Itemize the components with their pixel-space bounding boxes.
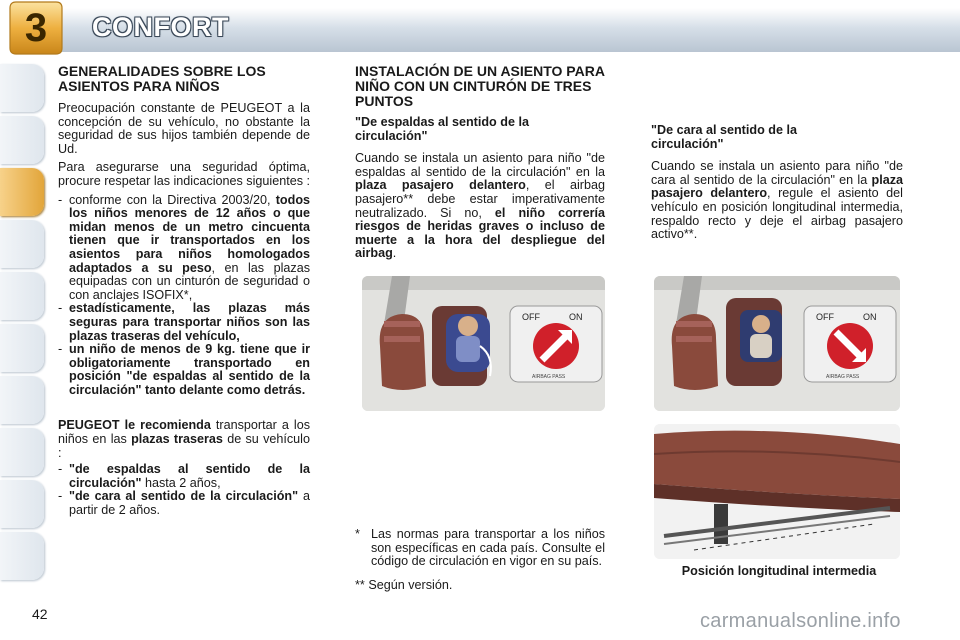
- item-bold: todos los niños menores de 12 años o que midan menos de un metro cincuenta tienen que ir transportados en los asientos para niños homologados adaptados a su peso: [69, 192, 311, 275]
- rear-facing-paragraph: [355, 152, 605, 261]
- seat-position-illustration: [654, 424, 900, 559]
- car-interior-image: [362, 276, 605, 411]
- item-text: hasta 2 años,: [141, 475, 221, 490]
- footer-watermark: carmanualsonline.info: [700, 610, 901, 632]
- seat-rail-image: [654, 424, 900, 559]
- chapter-tab-1[interactable]: [0, 64, 44, 112]
- rec-bold: plazas traseras: [131, 432, 223, 447]
- list-item: - estadísticamente, las plazas más seguras para transportar niños son las plazas traseras del vehículo,: [58, 301, 310, 343]
- chapter-tab-5[interactable]: [0, 272, 44, 320]
- footnote-mark: **: [355, 577, 365, 592]
- rec-bold: PEUGEOT le recomienda: [58, 418, 211, 433]
- item-text: , en las plazas equipadas con un cinturón de seguridad o con anclajes ISOFIX*,: [69, 260, 310, 302]
- chapter-tabs: [0, 58, 46, 588]
- page-title: CONFORT: [92, 12, 229, 42]
- switch-on-label: ON: [569, 312, 583, 322]
- chapter-tab-2[interactable]: [0, 116, 44, 164]
- switch-on-label: ON: [863, 312, 877, 322]
- rear-facing-seat-illustration: [362, 276, 605, 411]
- footnote-1: [355, 528, 605, 569]
- footnotes: [355, 528, 605, 592]
- forward-facing-section: [651, 124, 903, 242]
- chapter-tab-10[interactable]: [0, 532, 44, 580]
- section-heading: GENERALIDADES SOBRE LOS ASIENTOS PARA NIÑOS: [58, 63, 266, 94]
- para-text: Cuando se instala un asiento para niño "de espaldas al sentido de la circulación" en la: [355, 151, 605, 179]
- page-number: 42: [32, 606, 48, 622]
- item-text: a partir de 2 años.: [69, 489, 310, 518]
- chapter-tab-4[interactable]: [0, 220, 44, 268]
- forward-facing-paragraph: [651, 160, 903, 242]
- item-bold: "de espaldas al sentido de la circulación": [69, 462, 310, 490]
- footnote-text: Según versión.: [368, 577, 453, 592]
- para-text: .: [392, 246, 397, 261]
- generalities-section: [58, 64, 310, 518]
- list-item: - un niño de menos de 9 kg. tiene que ir obligatoriamente transportado en posición "de espaldas al sentido de la circulación" tanto delante como detrás.: [58, 342, 310, 397]
- footnote-mark: *: [355, 527, 360, 541]
- intro-paragraph: Preocupación constante de PEUGEOT a la concepción de su vehículo, no obstante la seguridad de sus hijos también depende de Ud.: [58, 101, 310, 156]
- subheading-rear-facing: "De espaldas al sentido de la circulación": [355, 115, 529, 143]
- chapter-tab-8[interactable]: [0, 428, 44, 476]
- chapter-tab-6[interactable]: [0, 324, 44, 372]
- section-heading: INSTALACIÓN DE UN ASIENTO PARA NIÑO CON UN CINTURÓN DE TRES PUNTOS: [355, 63, 605, 109]
- chapter-tab-9[interactable]: [0, 480, 44, 528]
- switch-caption: AIRBAG PASS: [532, 374, 566, 380]
- footnote-text: Las normas para transportar a los niños son específicas en cada país. Consulte el código de circulación en vigor en su país.: [371, 527, 605, 569]
- switch-off-label: OFF: [816, 312, 834, 322]
- item-bold: estadísticamente, las plazas más seguras para transportar niños son las plazas traseras del vehículo,: [69, 301, 310, 343]
- rec-text: transportar a los niños en las: [58, 418, 311, 447]
- para-bold: el niño correría riesgos de heridas graves o incluso de muerte a la hora del despliegue del airbag: [355, 205, 605, 261]
- forward-facing-seat-illustration: [654, 276, 900, 411]
- figure-caption: Posición longitudinal intermedia: [681, 564, 877, 578]
- rec-text: de su vehículo :: [58, 432, 310, 460]
- item-text: conforme con la Directiva 2003/20,: [69, 192, 271, 207]
- list-item: - "de cara al sentido de la circulación" a partir de 2 años.: [58, 489, 310, 518]
- para-text: Cuando se instala un asiento para niño "de cara al sentido de la circulación" en la: [651, 159, 903, 187]
- item-bold: un niño de menos de 9 kg. tiene que ir obligatoriamente transportado en posición "de espaldas al sentido de la circulación" tanto delante como detrás.: [69, 342, 310, 397]
- para-bold: plaza pasajero delantero: [355, 178, 526, 193]
- installation-section: [355, 64, 605, 261]
- list-item: - conforme con la Directiva 2003/20, todos los niños menores de 12 años o que midan menos de un metro cincuenta tienen que ir transportados en los asientos para niños homologados adaptados a su peso, en las plazas equipadas con un cinturón de seguridad o con anclajes ISOFIX*,: [58, 192, 311, 302]
- para-text: , el airbag pasajero** debe estar imperativamente neutralizado. Si no,: [355, 178, 606, 220]
- recommendation-paragraph: [58, 419, 310, 460]
- para-bold: plaza pasajero delantero: [651, 172, 903, 201]
- switch-caption: AIRBAG PASS: [826, 374, 860, 380]
- item-bold: "de cara al sentido de la circulación": [69, 489, 299, 504]
- list-item: - "de espaldas al sentido de la circulación" hasta 2 años,: [58, 462, 310, 490]
- page-header: [0, 0, 960, 58]
- switch-off-label: OFF: [522, 312, 540, 322]
- chapter-tab-3-active[interactable]: [0, 168, 44, 216]
- indications-paragraph: Para asegurarse una seguridad óptima, procure respetar las indicaciones siguientes :: [58, 160, 311, 188]
- car-interior-image: [654, 276, 900, 411]
- chapter-number: 3: [24, 6, 48, 50]
- footnote-2: [355, 579, 605, 593]
- subheading-forward-facing: "De cara al sentido de la circulación": [651, 123, 797, 151]
- chapter-tab-7[interactable]: [0, 376, 44, 424]
- para-text: , regule el asiento del vehículo en posición longitudinal intermedia, respaldo recto y deje el airbag pasajero activo**.: [651, 186, 903, 242]
